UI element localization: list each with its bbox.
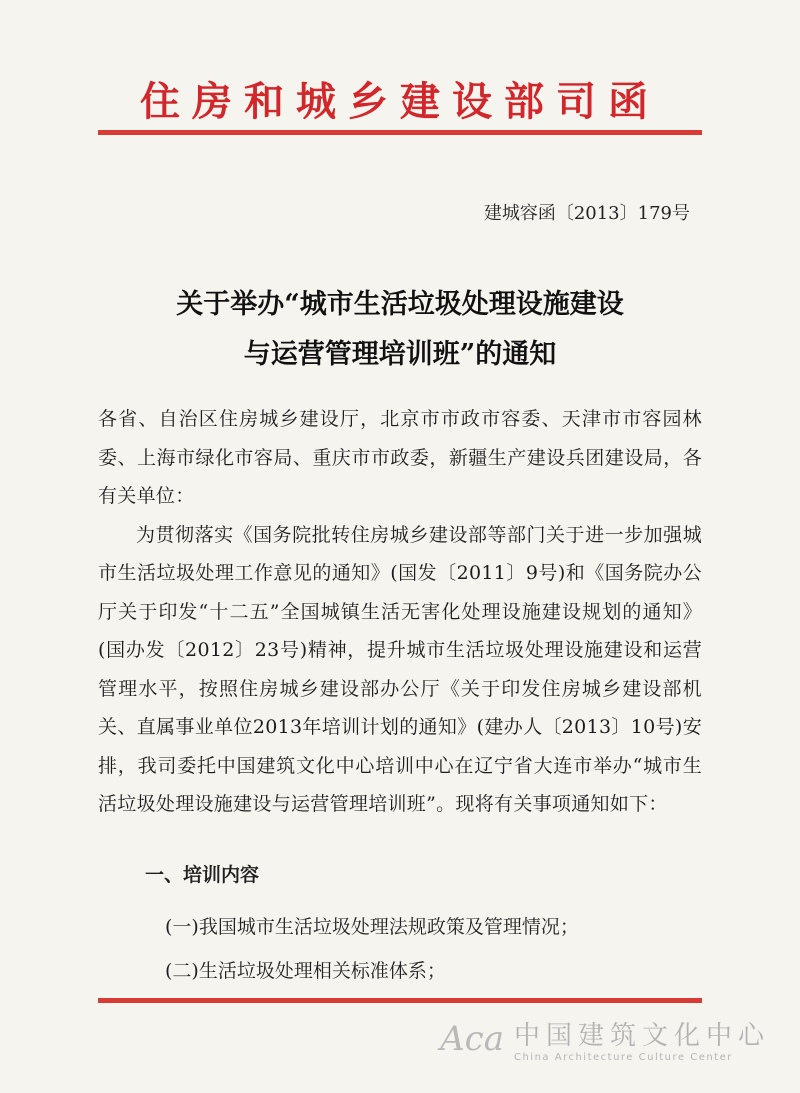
document-number: 建城容函〔2013〕179号 bbox=[483, 203, 690, 224]
watermark-name-cn: 中国建筑文化中心 bbox=[513, 1021, 770, 1051]
red-rule-bottom bbox=[98, 998, 702, 1003]
section-item: (二)生活垃圾处理相关标准体系； bbox=[165, 960, 446, 982]
watermark-name-en: China Architecture Culture Center bbox=[513, 1052, 733, 1063]
letterhead-title: 住房和城乡建设部司函 bbox=[140, 78, 660, 125]
section-item: (一)我国城市生活垃圾处理法规政策及管理情况； bbox=[165, 916, 579, 938]
notice-body bbox=[98, 400, 702, 824]
body-paragraph-1: 为贯彻落实《国务院批转住房城乡建设部等部门关于进一步加强城市生活垃圾处理工作意见的通知》(国发〔2011〕9号)和《国务院办公厅关于印发“十二五”全国城镇生活无害化处理设施建设规划的通知》(国办发〔2012〕23号)精神，提升城市生活垃圾处理设施建设和运营管理水平，按照住房城乡建设部办公厅《关于印发住房城乡建设部机关、直属事业单位2013年培训计划的通知》(建办人〔2013〕10号)安排，我司委托中国建筑文化中心培训中心在辽宁省大连市举办“城市生活垃圾处理设施建设与运营管理培训班”。现将有关事项通知如下： bbox=[98, 523, 702, 815]
title-line-1: 关于举办“城市生活垃圾处理设施建设 bbox=[176, 289, 624, 320]
watermark bbox=[440, 1015, 770, 1063]
red-rule-top bbox=[98, 130, 702, 135]
section-heading-1: 一、培训内容 bbox=[145, 864, 260, 886]
watermark-text bbox=[514, 1015, 770, 1063]
watermark-logo-icon: Aca bbox=[440, 1019, 504, 1059]
addressee-paragraph: 各省、自治区住房城乡建设厅，北京市市政市容委、天津市市容园林委、上海市绿化市容局、重庆市市政委，新疆生产建设兵团建设局，各有关单位： bbox=[98, 408, 702, 507]
title-line-2: 与运营管理培训班”的通知 bbox=[243, 339, 557, 370]
notice-title bbox=[0, 280, 800, 380]
